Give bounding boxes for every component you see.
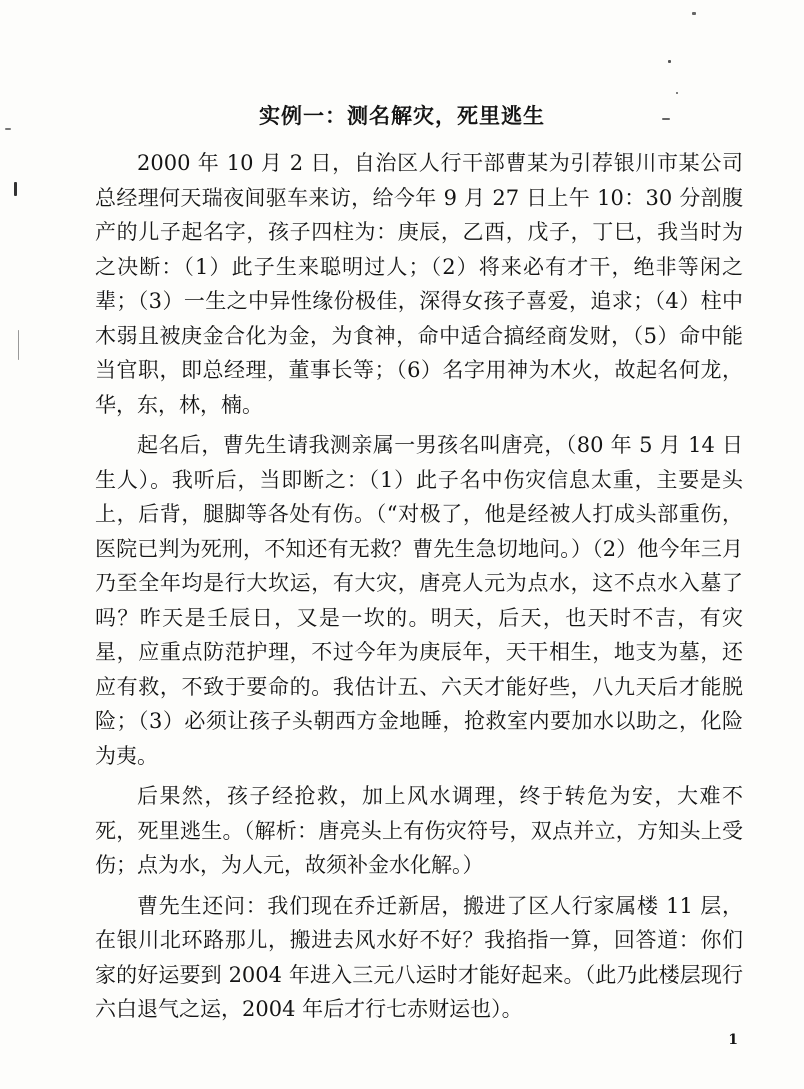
- scan-speck: [692, 12, 696, 15]
- scan-speck: [676, 92, 678, 94]
- body-text: [95, 146, 743, 1033]
- paragraph-4: 曹先生还问：我们现在乔迁新居，搬进了区人行家属楼 11 层，在银川北环路那儿，搬进去风水好不好？我掐指一算，回答道：你们家的好运要到 2004 年进入三元八运时才能好起来。（此乃此楼层现行六白退气之运，2004 年后才行七赤财运也）。: [95, 893, 743, 1021]
- scan-speck: [14, 182, 17, 196]
- scan-speck: [668, 60, 671, 63]
- page-title: 实例一：测名解灾，死里逃生: [259, 103, 545, 128]
- paragraph-2: 起名后，曹先生请我测亲属一男孩名叫唐亮，（80 年 5 月 14 日生人）。我听后，当即断之：（1）此子名中伤灾信息太重，主要是头上，后背，腿脚等各处有伤。（“对极了，他是经被人打成头部重伤，医院已判为死刑，不知还有无救？曹先生急切地问。）（2）他今年三月乃至全年均是行大坎运，有大灾，唐亮人元为点水，这不点水入墓了吗？昨天是壬辰日，又是一坎的。明天，后天，也天时不吉，有灾星，应重点防范护理，不过今年为庚辰年，天干相生，地支为墓，还应有救，不致于要命的。我估计五、六天才能好些，八九天后才能脱险；（3）必须让孩子头朝西方金地睡，抢救室内要加水以助之，化险为夷。: [95, 433, 743, 768]
- scan-speck: [5, 128, 11, 130]
- scan-speck: [662, 118, 670, 120]
- page-number: 1: [728, 1032, 738, 1048]
- paragraph-3: 后果然，孩子经抢救，加上风水调理，终于转危为安，大难不死，死里逃生。（解析：唐亮头上有伤灾符号，双点并立，方知头上受伤；点为水，为人元，故须补金水化解。）: [95, 784, 743, 877]
- scan-speck: [18, 330, 19, 360]
- paragraph-1: 2000 年 10 月 2 日，自治区人行干部曹某为引荐银川市某公司总经理何天瑞夜间驱车来访，给今年 9 月 27 日上午 10：30 分剖腹产的儿子起名字，孩子四柱为：庚辰，乙酉，戊子，丁巳，我当时为之决断：（1）此子生来聪明过人；（2）将来必有才干，绝非等闲之辈；（3）一生之中异性缘份极佳，深得女孩子喜爱，追求；（4）柱中木弱且被庚金合化为金，为食神，命中适合搞经商发财，（5）命中能当官职，即总经理，董事长等；（6）名字用神为木火，故起名何龙，华，东，林，楠。: [95, 151, 743, 417]
